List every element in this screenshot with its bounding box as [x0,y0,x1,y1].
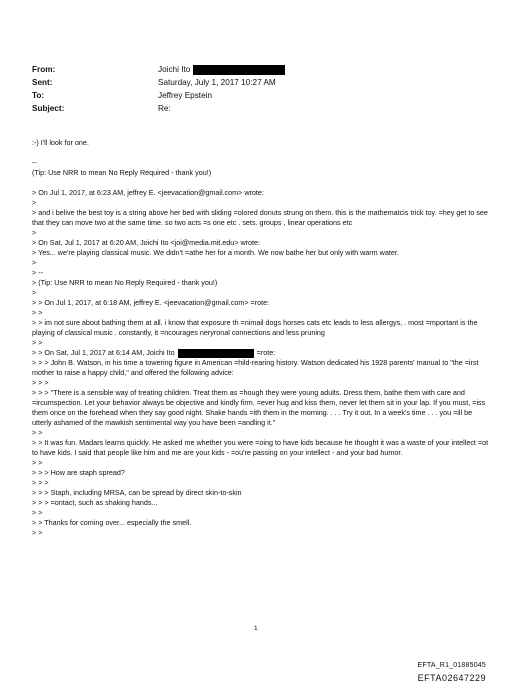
page-number: 1 [254,625,258,632]
redaction-bar [178,349,254,358]
bates-number-r1: EFTA_R1_01885045 [417,662,486,669]
body-line: > > On Jul 1, 2017, at 6:18 AM, jeffrey E. <jeevacation@gmail.com> =rote: [32,298,270,307]
to-row [32,89,285,102]
body-line: > > [32,428,43,437]
body-line: > (Tip: Use NRR to mean No Reply Required - thank you!) [32,278,218,287]
body-line-part: =rote: [256,348,276,357]
body-line: > > > "There is a sensible way of treating children. Treat them as =hough they were young adults. Dress them, bathe them with care and =ircumspection. Let your behavior always be objective and kindly firm. =ever hug and kiss them, never let them sit in your lap. If you must, =iss them once on the forehead when they say good night. Shake hands =ith them in the morning. . . . Try it out. In a week's time . . . you =ill be utterly ashamed of the mawkish sentimental way you have been =andling it." [32,388,486,427]
from-value: Joichi Ito [158,65,191,74]
body-line: > > [32,338,43,347]
body-line: > [32,198,37,207]
body-line: > [32,288,37,297]
body-line: > > > [32,378,49,387]
body-line: > > [32,458,43,467]
from-label: From: [32,65,56,74]
sent-label: Sent: [32,78,53,87]
body-line: > > It was fun. Madars learns quickly. He asked me whether you were =oing to have kids because he thought it was a waste of your intellect =ot to have kids. I said that people like him and me are your kids - =ou're passing on your intellect - and your bad humor. [32,438,489,457]
body-line: > > [32,308,43,317]
sent-value: Saturday, July 1, 2017 10:27 AM [158,78,276,87]
subject-label: Subject: [32,104,65,113]
body-line: > [32,258,37,267]
body-line: -- [32,158,37,167]
bates-number: EFTA02647229 [417,673,486,683]
email-body [32,138,492,538]
body-line: > > > How are staph spread? [32,468,125,477]
body-line: > and i belive the best toy is a string above her bed with sliding =olored donuts strung on them. this is the mathematcis trick toy. =hey get to see that they can move two at the same time. so two acts =s one etc . sets. groups , linear operations etc [32,208,488,227]
body-line: :-) I'll look for one. [32,138,89,147]
body-line-with-redaction [32,348,492,358]
body-line: > > im not sure about bathing them at all. i know that exposure th =nimail dogs horses cats etc leads to less allergys, . most =mportant is the playing of classical music . constantly, it =ncourages nerуronal connections and less pruning [32,318,478,337]
body-line-part: > > On Sat, Jul 1, 2017 at 6:14 AM, Joichi Ito [32,348,175,357]
from-row [32,63,285,76]
email-header [32,63,285,115]
body-line: > > > =ontact, such as shaking hands... [32,498,158,507]
redaction-bar [193,65,285,75]
body-line: > On Jul 1, 2017, at 6:23 AM, jeffrey E. <jeevacation@gmail.com> wrote: [32,188,264,197]
body-line: > > Thanks for coming over... especially the smell. [32,518,192,527]
body-line: > -- [32,268,43,277]
body-line: > On Sat, Jul 1, 2017 at 6:20 AM, Joichi Ito <joi@media.mit.edu> wrote: [32,238,261,247]
subject-row [32,102,285,115]
subject-value: Re: [158,104,171,113]
body-line: > [32,228,37,237]
body-line: > > [32,508,43,517]
body-line: > Yes... we're playing classical music. We didn't =athe her for a month. We now bathe her but only with warm water. [32,248,399,257]
to-label: To: [32,91,45,100]
body-line: > > [32,528,43,537]
sent-row [32,76,285,89]
body-line: (Tip: Use NRR to mean No Reply Required - thank you!) [32,168,212,177]
to-value: Jeffrey Epstein [158,91,213,100]
body-line: > > > John B. Watson, in his time a towering figure in American =hild-rearing history. Watson dedicated his 1928 parents' manual to "the =irst mother to raise a happy child," and offered the following advice: [32,358,479,377]
body-line: > > > [32,478,49,487]
body-line: > > > Staph, including MRSA, can be spread by direct skin-to-skin [32,488,242,497]
